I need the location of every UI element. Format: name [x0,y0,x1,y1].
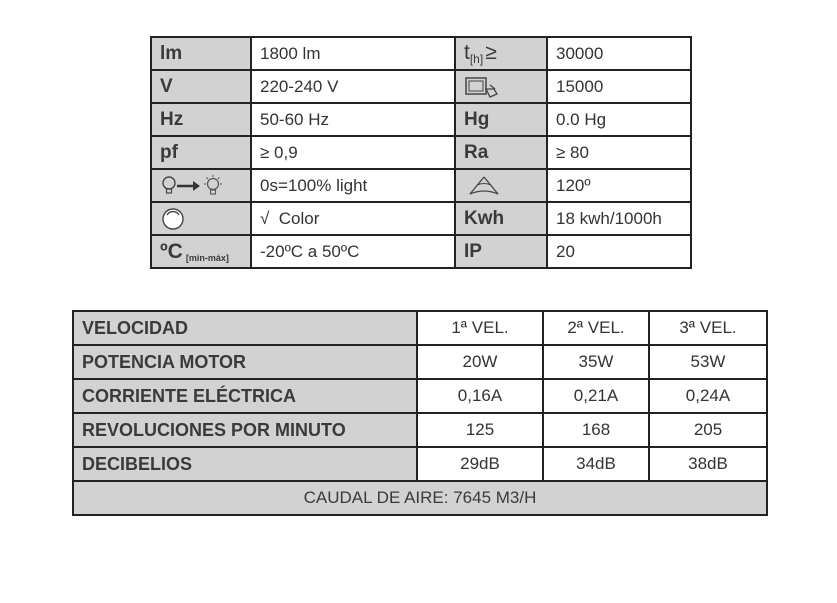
spec-key-temperature [151,235,251,268]
table-row [73,447,767,481]
spec-value-frequency: 50-60 Hz [251,103,455,136]
table-row [73,379,767,413]
motor-cell: 35W [543,345,649,379]
table-row [73,413,767,447]
motor-footer-row [73,481,767,515]
spec-value-lumen: 1800 lm [251,37,455,70]
motor-cell: 53W [649,345,767,379]
spec-row [151,103,691,136]
air-flow-footer: CAUDAL DE AIRE: 7645 M3/H [73,481,767,515]
motor-cell: 0,21A [543,379,649,413]
temperature-symbol: ºC [160,239,183,263]
spec-value-warmup: 0s=100% light [251,169,455,202]
spec-key-switch-cycles [455,70,547,103]
spec-row [151,202,691,235]
motor-cell: 0,16A [417,379,543,413]
lifetime-subscript: [h] [469,52,484,66]
spec-key-energy: Kwh [455,202,547,235]
spec-value-beam-angle: 120º [547,169,691,202]
lifetime-suffix: ≥ [485,41,497,64]
spec-key-power-factor: pf [151,136,251,169]
lifetime-symbol: t [464,41,470,64]
spec-value-mercury: 0.0 Hg [547,103,691,136]
motor-header-label: VELOCIDAD [73,311,417,345]
spec-value-voltage: 220-240 V [251,70,455,103]
spec-key-lumen: lm [151,37,251,70]
motor-row-label: DECIBELIOS [73,447,417,481]
spec-key-mercury: Hg [455,103,547,136]
spec-key-warmup [151,169,251,202]
switch-cycle-icon [464,75,504,99]
spec-value-power-factor: ≥ 0,9 [251,136,455,169]
spec-key-beam-angle [455,169,547,202]
spec-value-dimmable: √ Color [251,202,455,235]
spec-value-lifetime: 30000 [547,37,691,70]
spec-value-temperature: -20ºC a 50ºC [251,235,455,268]
bulb-warmup-icon [160,174,226,198]
spec-row [151,235,691,268]
motor-cell: 125 [417,413,543,447]
spec-row [151,136,691,169]
spec-key-lifetime [455,37,547,70]
spec-key-ip: IP [455,235,547,268]
motor-cell: 0,24A [649,379,767,413]
motor-cell: 205 [649,413,767,447]
motor-table [72,310,768,516]
spec-row [151,169,691,202]
spec-value-cri: ≥ 80 [547,136,691,169]
motor-header-speed-2: 2ª VEL. [543,311,649,345]
spec-key-frequency: Hz [151,103,251,136]
temperature-subscript: [min-máx] [185,252,229,263]
motor-row-label: CORRIENTE ELÉCTRICA [73,379,417,413]
dimmer-icon [160,206,186,232]
motor-cell: 29dB [417,447,543,481]
spec-key-voltage: V [151,70,251,103]
motor-row-label: REVOLUCIONES POR MINUTO [73,413,417,447]
table-row [73,345,767,379]
spec-value-energy: 18 kwh/1000h [547,202,691,235]
spec-row [151,37,691,70]
spec-value-ip: 20 [547,235,691,268]
motor-cell: 38dB [649,447,767,481]
spec-row [151,70,691,103]
motor-cell: 34dB [543,447,649,481]
motor-row-label: POTENCIA MOTOR [73,345,417,379]
beam-angle-icon [464,174,504,198]
motor-header-speed-1: 1ª VEL. [417,311,543,345]
motor-header-row [73,311,767,345]
spec-value-switch-cycles: 15000 [547,70,691,103]
motor-cell: 168 [543,413,649,447]
spec-table [150,36,692,269]
spec-key-dimmable [151,202,251,235]
motor-header-speed-3: 3ª VEL. [649,311,767,345]
motor-cell: 20W [417,345,543,379]
spec-key-cri: Ra [455,136,547,169]
